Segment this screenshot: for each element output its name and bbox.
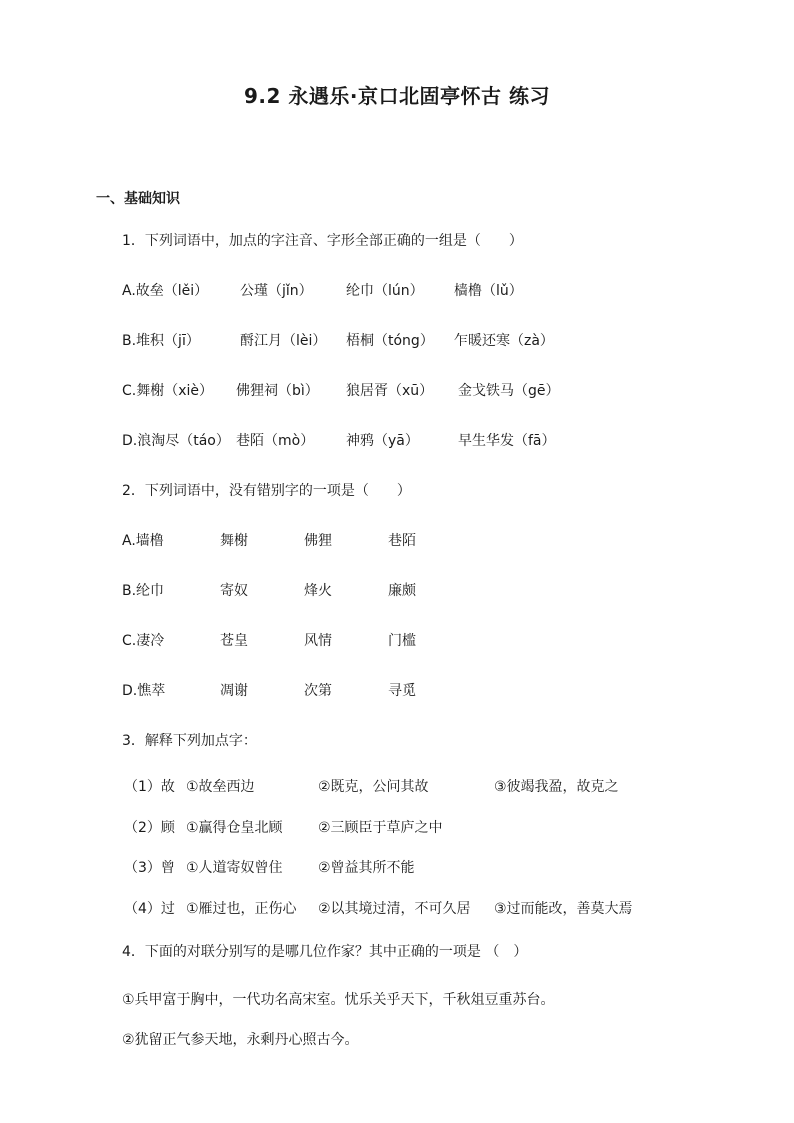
option-text: C.凄冷 bbox=[122, 633, 165, 649]
question-1-stem: 1．下列词语中，加点的字注音、字形全部正确的一组是（ ） bbox=[122, 233, 523, 249]
option-text: 乍暖还寒（zà） bbox=[454, 333, 554, 349]
option-text: 巷陌 bbox=[388, 533, 416, 549]
option-text: A.故垒（lěi） bbox=[122, 283, 209, 299]
option-text: 纶巾（lún） bbox=[346, 283, 424, 299]
option-text: 梧桐（tóng） bbox=[346, 333, 434, 349]
option-text: 金戈铁马（gē） bbox=[458, 383, 560, 399]
item-label: （1）故 bbox=[124, 779, 175, 795]
item-label: （4）过 bbox=[124, 901, 175, 917]
option-text: 风情 bbox=[304, 633, 332, 649]
item-text: ③过而能改，善莫大焉 bbox=[494, 901, 633, 917]
option-text: 寻觅 bbox=[388, 683, 416, 699]
item-text: ①人道寄奴曾住 bbox=[186, 860, 283, 876]
question-3-stem: 3．解释下列加点字： bbox=[122, 733, 257, 749]
option-text: B.堆积（jī） bbox=[122, 333, 200, 349]
item-text: ②曾益其所不能 bbox=[318, 860, 415, 876]
option-text: 神鸦（yā） bbox=[346, 433, 419, 449]
option-text: D.憔萃 bbox=[122, 683, 166, 699]
option-text: 凋谢 bbox=[220, 683, 248, 699]
option-text: 舞榭 bbox=[220, 533, 248, 549]
option-text: 寄奴 bbox=[220, 583, 248, 599]
option-text: B.纶巾 bbox=[122, 583, 165, 599]
option-text: A.墙橹 bbox=[122, 533, 164, 549]
option-text: 佛狸 bbox=[304, 533, 332, 549]
option-text: 廉颇 bbox=[388, 583, 416, 599]
couplet-line-2: ②犹留正气参天地，永剩丹心照古今。 bbox=[122, 1032, 359, 1048]
item-text: ③彼竭我盈，故克之 bbox=[494, 779, 619, 795]
option-text: 次第 bbox=[304, 683, 332, 699]
couplet-line-1: ①兵甲富于胸中，一代功名高宋室。忧乐关乎天下，千秋俎豆重苏台。 bbox=[122, 992, 555, 1008]
question-2-stem: 2．下列词语中，没有错别字的一项是（ ） bbox=[122, 483, 411, 499]
question-4-stem: 4．下面的对联分别写的是哪几位作家？其中正确的一项是 （ ） bbox=[122, 944, 528, 960]
option-text: 烽火 bbox=[304, 583, 332, 599]
item-text: ①故垒西边 bbox=[186, 779, 255, 795]
option-text: 巷陌（mò） bbox=[236, 433, 315, 449]
option-text: 门槛 bbox=[388, 633, 416, 649]
item-text: ①雁过也，正伤心 bbox=[186, 901, 297, 917]
item-text: ②以其境过清，不可久居 bbox=[318, 901, 471, 917]
item-text: ①赢得仓皇北顾 bbox=[186, 820, 283, 836]
option-text: 佛狸祠（bì） bbox=[236, 383, 319, 399]
option-text: D.浪淘尽（táo） bbox=[122, 433, 230, 449]
option-text: 樯橹（lǔ） bbox=[454, 283, 523, 299]
item-label: （2）顾 bbox=[124, 820, 175, 836]
item-text: ②三顾臣于草庐之中 bbox=[318, 820, 443, 836]
option-text: 苍皇 bbox=[220, 633, 248, 649]
item-label: （3）曾 bbox=[124, 860, 175, 876]
page-title: 9.2 永遇乐·京口北固亭怀古 练习 bbox=[244, 84, 550, 108]
option-text: 早生华发（fā） bbox=[458, 433, 556, 449]
option-text: 酹江月（lèi） bbox=[240, 333, 327, 349]
option-text: 公瑾（jǐn） bbox=[240, 283, 313, 299]
option-text: 狼居胥（xū） bbox=[346, 383, 434, 399]
item-text: ②既克，公问其故 bbox=[318, 779, 429, 795]
section-heading: 一、基础知识 bbox=[96, 191, 180, 207]
option-text: C.舞榭（xiè） bbox=[122, 383, 214, 399]
